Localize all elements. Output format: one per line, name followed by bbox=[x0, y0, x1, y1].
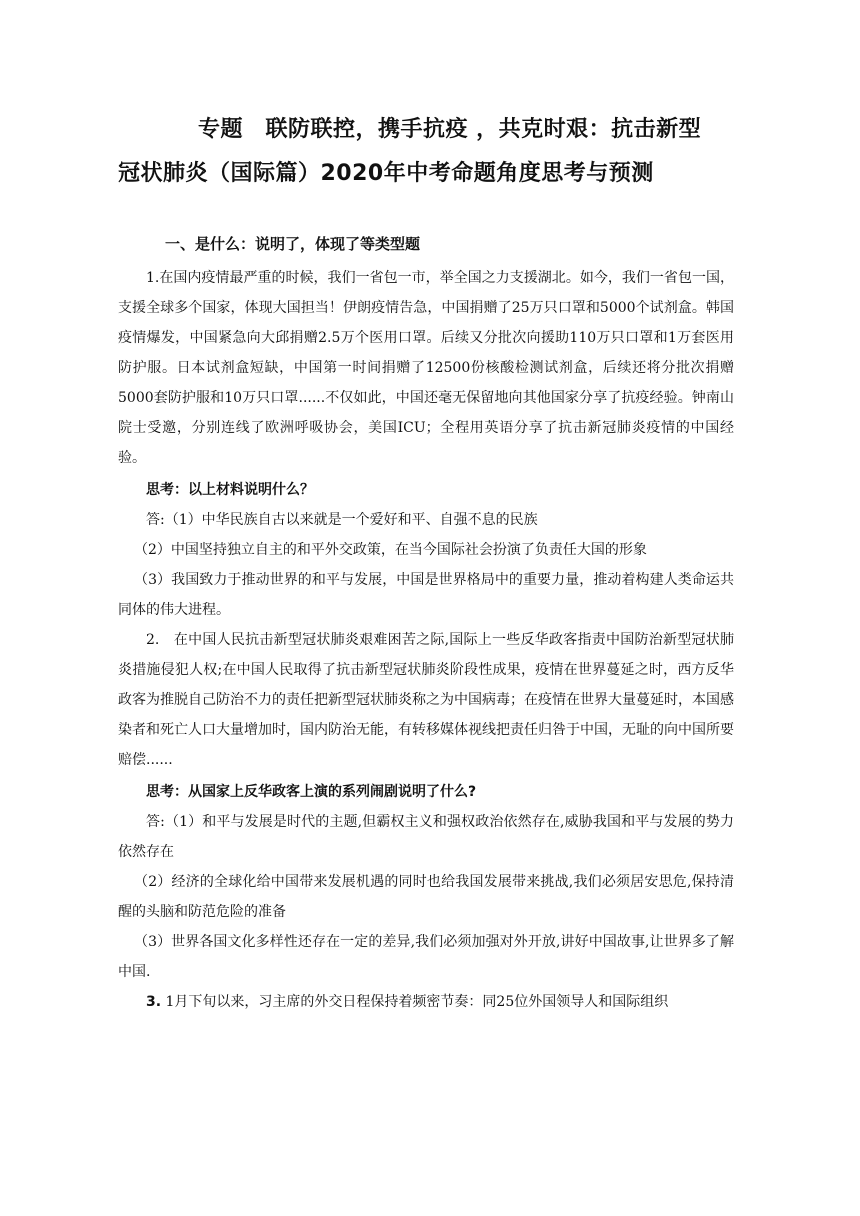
material-3-number: 3. bbox=[146, 994, 162, 1010]
answer-2-item-2: （2）经济的全球化给中国带来发展机遇的同时也给我国发展带来挑战,我们必须居安思危,保持清醒的头脑和防范危险的准备 bbox=[118, 874, 734, 920]
section-body bbox=[118, 263, 734, 1017]
document-title bbox=[118, 108, 758, 196]
material-paragraph-3 bbox=[118, 987, 734, 1017]
material-paragraph-1: 1.在国内疫情最严重的时候，我们一省包一市，举全国之力支援湖北。如今，我们一省包一国，支援全球多个国家，体现大国担当！伊朗疫情告急，中国捐赠了25万只口罩和5000个试剂盒。韩国疫情爆发，中国紧急向大邱捐赠2.5万个医用口罩。后续又分批次向援助110万只口罩和1万套医用防护服。日本试剂盒短缺，中国第一时间捐赠了12500份核酸检测试剂盒，后续还将分批次捐赠5000套防护服和10万只口罩......不仅如此，中国还毫无保留地向其他国家分享了抗疫经验。钟南山院士受邀，分别连线了欧洲呼吸协会，美国ICU；全程用英语分享了抗击新冠肺炎疫情的中国经验。 bbox=[118, 270, 734, 466]
answer-1-item-3: （3）我国致力于推动世界的和平与发展，中国是世界格局中的重要力量，推动着构建人类命运共同体的伟大进程。 bbox=[118, 572, 734, 618]
answer-1-item-1: 答:（1）中华民族自古以来就是一个爱好和平、自强不息的民族 bbox=[146, 512, 538, 528]
title-line-2: 冠状肺炎（国际篇）2020年中考命题角度思考与预测 bbox=[118, 161, 654, 186]
question-1: 思考：以上材料说明什么？ bbox=[146, 482, 314, 498]
material-3-text: 1月下旬以来，习主席的外交日程保持着频密节奏：同25位外国领导人和国际组织 bbox=[165, 994, 669, 1010]
answer-1-item-2: （2）中国坚持独立自主的和平外交政策，在当今国际社会扮演了负责任大国的形象 bbox=[134, 542, 647, 558]
answer-2-item-3: （3）世界各国文化多样性还存在一定的差异,我们必须加强对外开放,讲好中国故事,让世界多了解中国. bbox=[118, 934, 734, 980]
section-heading: 一、是什么：说明了，体现了等类型题 bbox=[165, 235, 421, 253]
title-line-1: 专题 联防联控，携手抗疫 ，共克时艰：抗击新型 bbox=[198, 117, 702, 142]
material-paragraph-2: 2. 在中国人民抗击新型冠状肺炎艰难困苦之际,国际上一些反华政客指责中国防治新型冠状肺炎措施侵犯人权;在中国人民取得了抗击新型冠状肺炎阶段性成果，疫情在世界蔓延之时，西方反华政客为推脱自己防治不力的责任把新型冠状肺炎称之为中国病毒；在疫情在世界大量蔓延时，本国感染者和死亡人口大量增加时，国内防治无能，有转移媒体视线把责任归咎于中国，无耻的向中国所要赔偿...... bbox=[118, 632, 734, 768]
question-2: 思考：从国家上反华政客上演的系列闹剧说明了什么? bbox=[146, 784, 477, 800]
answer-2-item-1: 答:（1）和平与发展是时代的主题,但霸权主义和强权政治依然存在,威胁我国和平与发展的势力依然存在 bbox=[118, 814, 734, 860]
